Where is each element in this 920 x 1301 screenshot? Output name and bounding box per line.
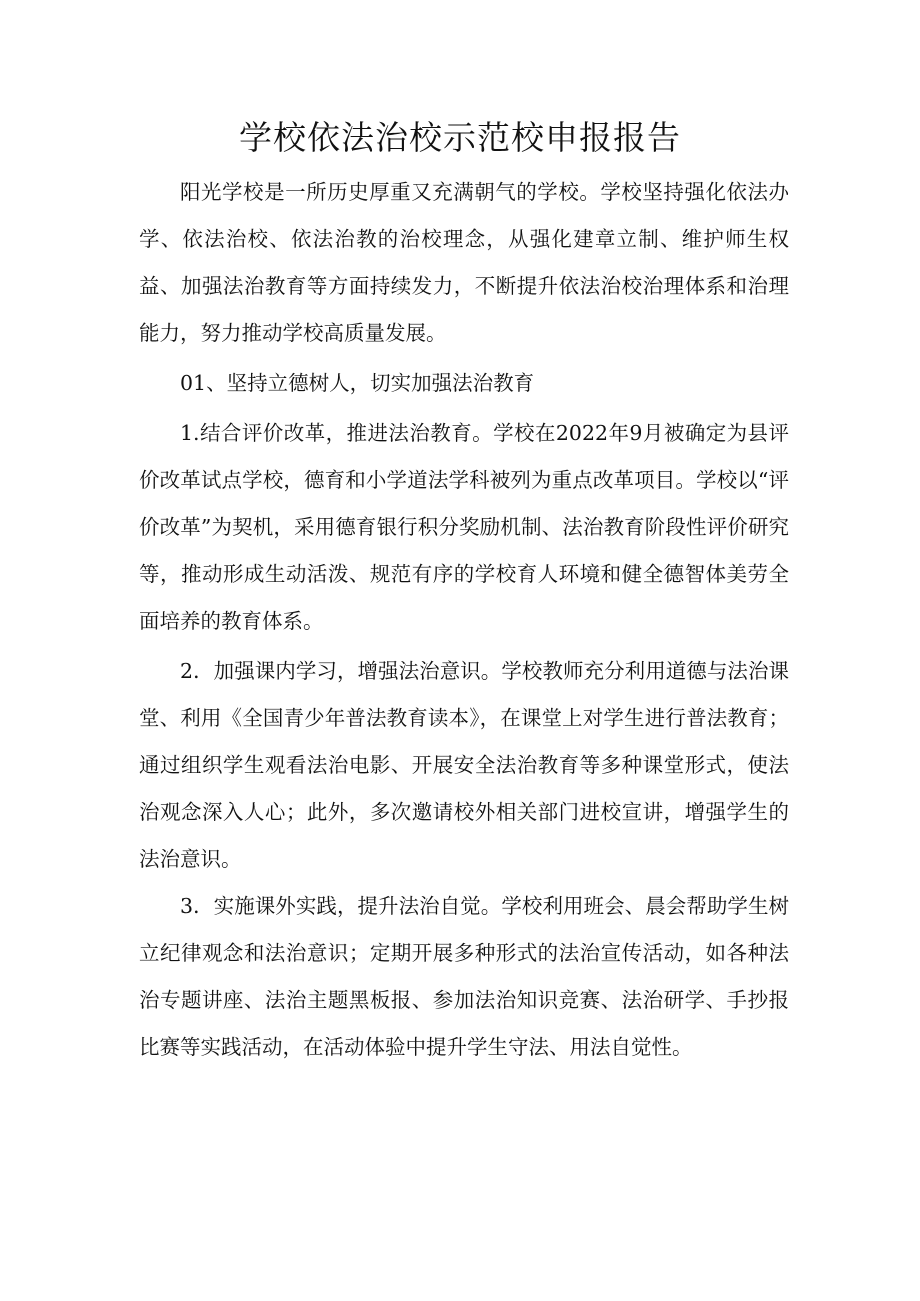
intro-paragraph: 阳光学校是一所历史厚重又充满朝气的学校。学校坚持强化依法办学、依法治校、依法治教的治校理念，从强化建章立制、维护师生权益、加强法治教育等方面持续发力，不断提升依法治校治理体系和治理能力，努力推动学校高质量发展。: [139, 180, 789, 345]
section-heading-01: 01、坚持立德树人，切实加强法治教育: [180, 371, 535, 395]
item-1-paragraph: 1.结合评价改革，推进法治教育。学校在2022年9月被确定为县评价改革试点学校，德育和小学道法学科被列为重点改革项目。学校以“评价改革”为契机，采用德育银行积分奖励机制、法治教育阶段性评价研究等，推动形成生动活泼、规范有序的学校育人环境和健全德智体美劳全面培养的教育体系。: [139, 421, 789, 633]
document-title: 学校依法治校示范校申报报告: [239, 118, 681, 157]
item-2-paragraph: 2．加强课内学习，增强法治意识。学校教师充分利用道德与法治课堂、利用《全国青少年普法教育读本》，在课堂上对学生进行普法教育；通过组织学生观看法治电影、开展安全法治教育等多种课堂形式，使法治观念深入人心；此外，多次邀请校外相关部门进校宣讲，增强学生的法治意识。: [139, 659, 789, 871]
item-3-paragraph: 3．实施课外实践，提升法治自觉。学校利用班会、晨会帮助学生树立纪律观念和法治意识；定期开展多种形式的法治宣传活动，如各种法治专题讲座、法治主题黑板报、参加法治知识竞赛、法治研学、手抄报比赛等实践活动，在活动体验中提升学生守法、用法自觉性。: [139, 894, 789, 1059]
